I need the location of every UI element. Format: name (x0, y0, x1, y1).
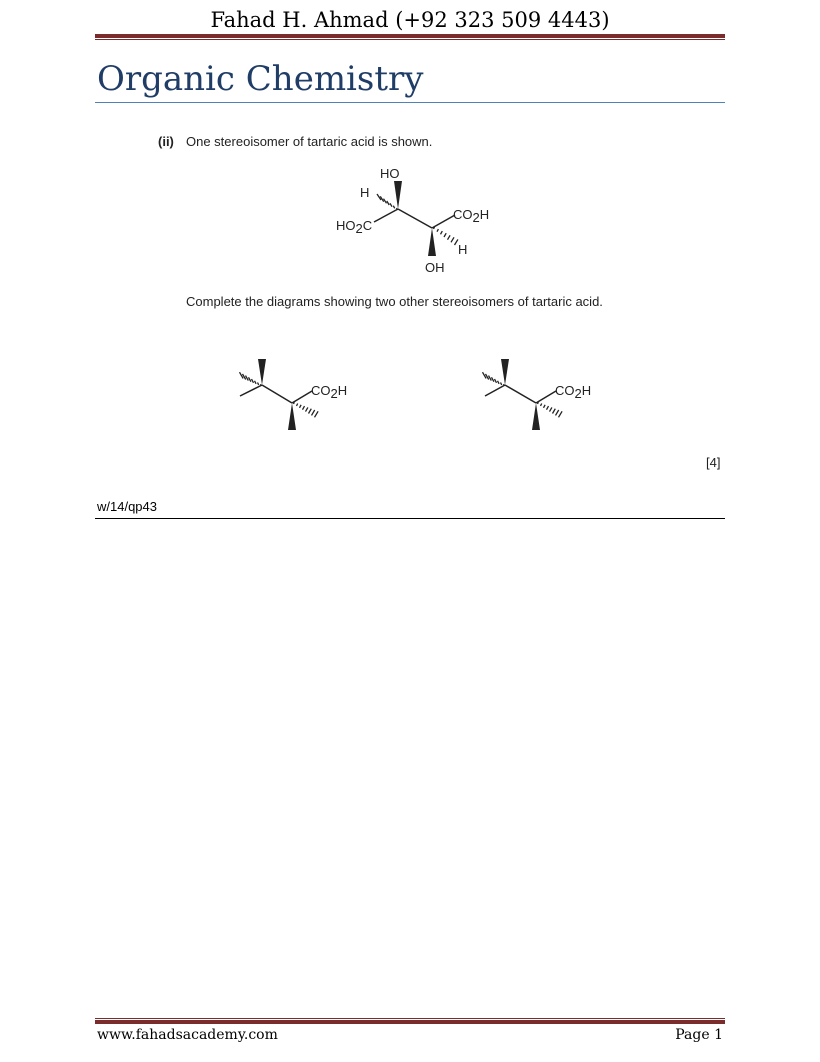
label-right-carboxyl: CO2H (453, 207, 490, 225)
label-lower-oh: OH (425, 260, 445, 275)
label-upper-ho: HO (380, 166, 400, 181)
footer-website: www.fahadsacademy.com (97, 1027, 278, 1043)
question-task: Complete the diagrams showing two other stereoisomers of tartaric acid. (186, 294, 603, 309)
question-intro: One stereoisomer of tartaric acid is shown. (186, 134, 433, 149)
tartaric-acid-structure (330, 160, 510, 280)
question-part-label: (ii) (158, 134, 174, 149)
question-marks: [4] (706, 455, 721, 470)
header-author-contact: Fahad H. Ahmad (+92 323 509 4443) (210, 8, 610, 32)
footer-rule (95, 1020, 725, 1024)
label-left-carboxyl: HO2C (336, 218, 373, 236)
stereoisomer-template-2 (475, 355, 605, 435)
source-divider (95, 518, 725, 519)
footer-rule-thin (95, 1018, 725, 1019)
source-reference: w/14/qp43 (97, 499, 157, 514)
label-upper-h: H (360, 185, 370, 200)
header-rule (95, 34, 725, 38)
footer-page-number: Page 1 (675, 1027, 723, 1043)
template-2-carboxyl: CO2H (555, 383, 592, 401)
stereoisomer-template-1 (230, 355, 360, 435)
title-underline (95, 102, 725, 103)
label-lower-h: H (458, 242, 468, 257)
section-title: Organic Chemistry (97, 59, 424, 99)
header-rule-thin (95, 39, 725, 40)
template-1-carboxyl: CO2H (311, 383, 348, 401)
